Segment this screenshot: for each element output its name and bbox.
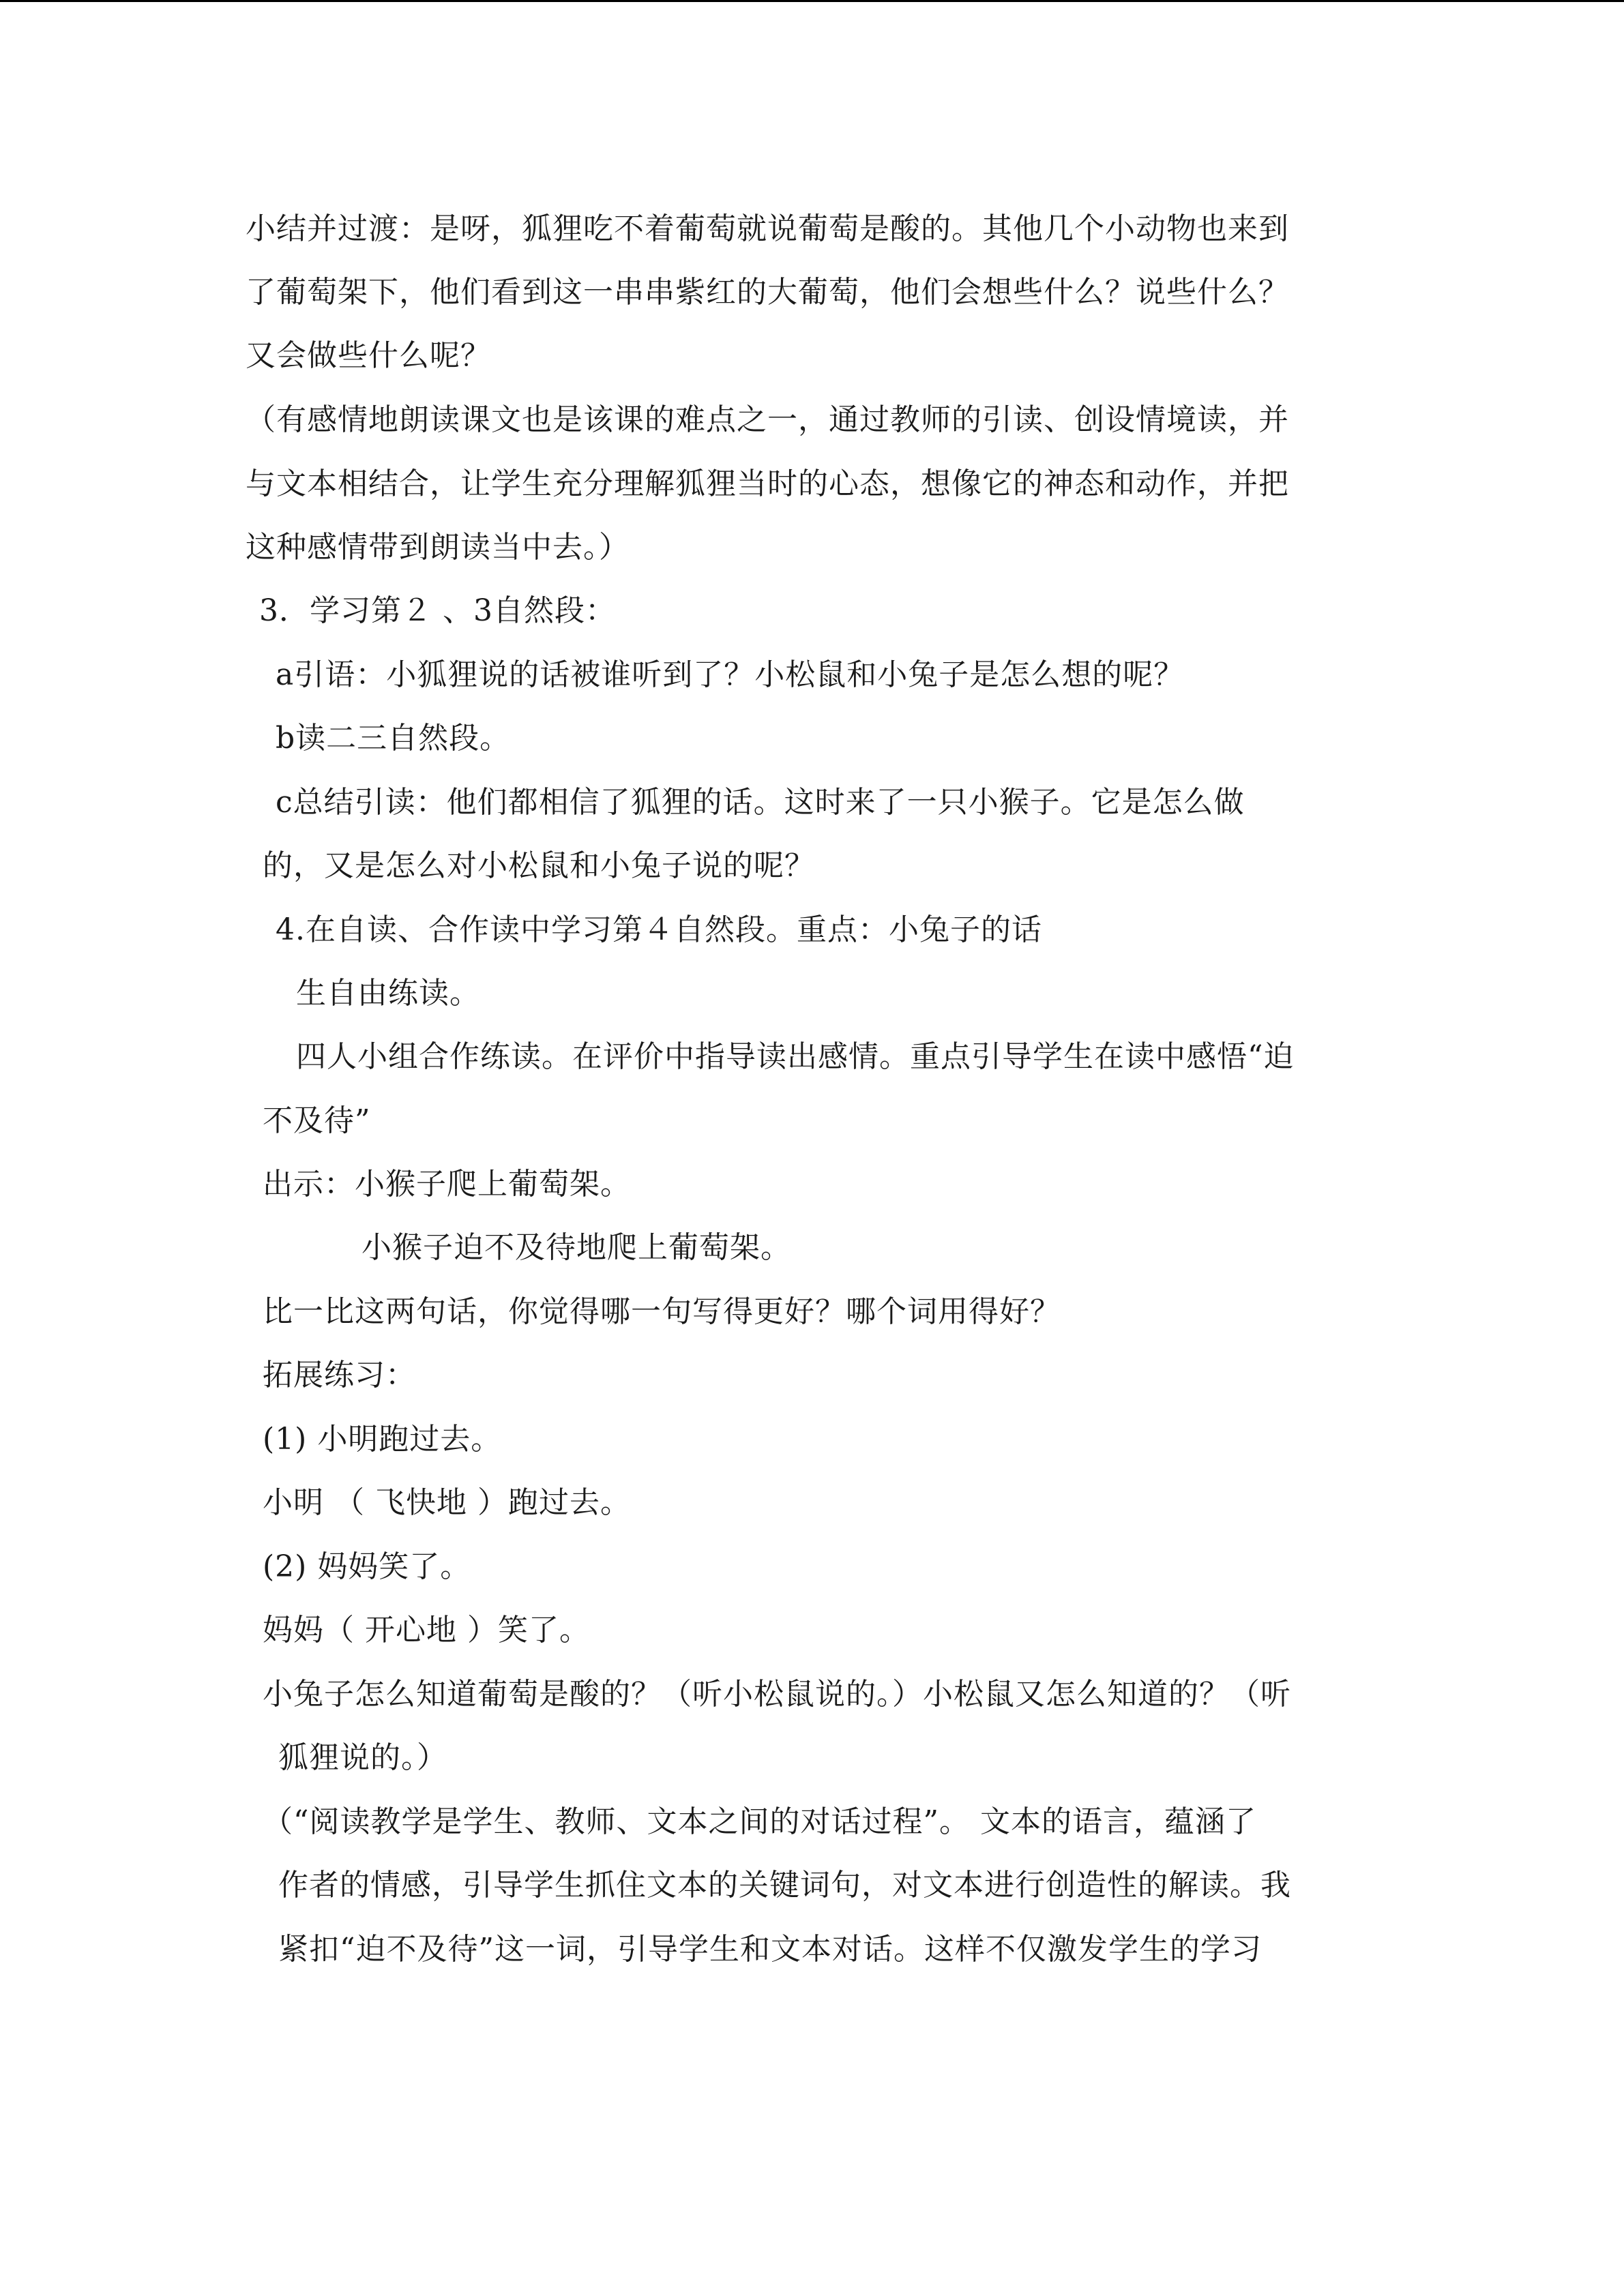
text-line-27: 作者的情感，引导学生抓住文本的关键词句，对文本进行创造性的解读。我 (278, 1868, 1291, 1903)
text-line-28: 紧扣“迫不及待”这一词，引导学生和文本对话。这样不仅激发学生的学习 (278, 1932, 1262, 1967)
text-line-02: 了葡萄架下，他们看到这一串串紫红的大葡萄，他们会想些什么？说些什么？ (246, 275, 1289, 310)
text-line-15: 不及待” (263, 1103, 371, 1138)
text-line-01: 小结并过渡：是呀，狐狸吃不着葡萄就说葡萄是酸的。其他几个小动物也来到 (246, 211, 1289, 246)
text-line-13: 生自由练读。 (296, 976, 480, 1011)
text-line-11: 的，又是怎么对小松鼠和小兔子说的呢？ (263, 848, 815, 883)
text-line-06: 这种感情带到朗读当中去。） (246, 530, 630, 565)
text-line-23: 妈妈（ 开心地 ）笑了。 (263, 1613, 590, 1648)
text-line-18: 比一比这两句话，你觉得哪一句写得更好？哪个词用得好？ (263, 1294, 1061, 1329)
text-line-21: 小明 （ 飞快地 ）跑过去。 (263, 1485, 631, 1520)
text-line-04: （有感情地朗读课文也是该课的难点之一，通过教师的引读、创设情境读，并 (246, 402, 1289, 437)
text-line-19: 拓展练习： (263, 1358, 416, 1392)
text-line-08: a引语：小狐狸说的话被谁听到了？小松鼠和小兔子是怎么想的呢？ (276, 657, 1185, 692)
text-line-09: b读二三自然段。 (276, 721, 511, 756)
text-line-05: 与文本相结合，让学生充分理解狐狸当时的心态，想像它的神态和动作，并把 (246, 466, 1289, 501)
text-line-10: c总结引读：他们都相信了狐狸的话。这时来了一只小猴子。它是怎么做 (276, 785, 1245, 820)
page-top-border (0, 0, 1624, 2)
text-line-22: (2) 妈妈笑了。 (263, 1549, 471, 1584)
text-line-24: 小兔子怎么知道葡萄是酸的？（听小松鼠说的。）小松鼠又怎么知道的？（听 (263, 1677, 1291, 1712)
text-line-14: 四人小组合作练读。在评价中指导读出感情。重点引导学生在读中感悟“迫 (296, 1039, 1295, 1074)
text-line-16: 出示：小猴子爬上葡萄架。 (263, 1167, 631, 1202)
text-line-03: 又会做些什么呢？ (246, 338, 491, 373)
text-line-26: （“阅读教学是学生、教师、文本之间的对话过程”。 文本的语言，蕴涵了 (263, 1804, 1256, 1839)
text-line-17: 小猴子迫不及待地爬上葡萄架。 (361, 1230, 791, 1265)
text-line-25: 狐狸说的。） (278, 1740, 447, 1775)
text-line-20: (1) 小明跑过去。 (263, 1422, 502, 1457)
text-line-12: 4.在自读、合作读中学习第４自然段。重点：小兔子的话 (276, 912, 1042, 947)
text-line-07: 3．学习第２ 、3自然段： (259, 593, 616, 628)
